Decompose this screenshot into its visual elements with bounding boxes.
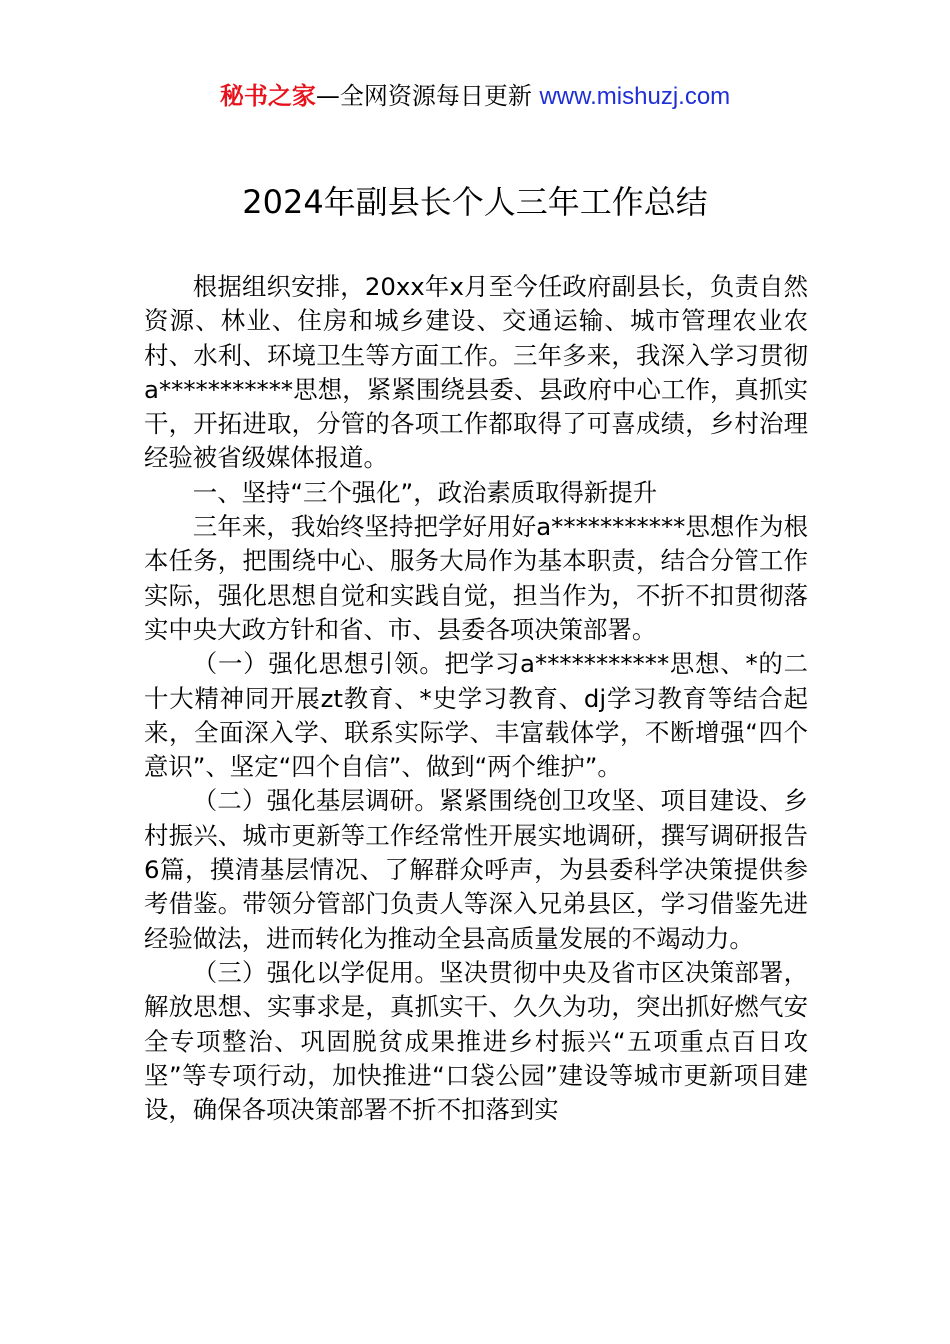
site-url[interactable]: www.mishuzj.com bbox=[539, 83, 731, 110]
document-title: 2024年副县长个人三年工作总结 bbox=[242, 183, 708, 221]
site-header bbox=[0, 80, 950, 113]
subsection-paragraph: （一）强化思想引领。把学习a***********思想、*的二十大精神同开展zt教育、*史学习教育、dj学习教育等结合起来，全面深入学、联系实际学、丰富载体学，不断增强“四个意识”、坚定“四个自信”、做到“两个维护”。 bbox=[144, 649, 808, 782]
section-paragraph: 三年来，我始终坚持把学好用好a***********思想作为根本任务，把围绕中心、服务大局作为基本职责，结合分管工作实际，强化思想自觉和实践自觉，担当作为，不折不扣贯彻落实中央大政方针和省、市、县委各项决策部署。 bbox=[144, 512, 808, 644]
subsection-paragraph: （三）强化以学促用。坚决贯彻中央及省市区决策部署，解放思想、实事求是，真抓实干、久久为功，突出抓好燃气安全专项整治、巩固脱贫成果推进乡村振兴“五项重点百日攻坚”等专项行动，加快推进“口袋公园”建设等城市更新项目建设，确保各项决策部署不折不扣落到实 bbox=[144, 957, 808, 1125]
site-brand: 秘书之家 bbox=[219, 82, 316, 110]
document-body bbox=[144, 270, 808, 1127]
section-heading: 一、坚持“三个强化”，政治素质取得新提升 bbox=[192, 477, 658, 507]
intro-paragraph: 根据组织安排，20xx年x月至今任政府副县长，负责自然资源、林业、住房和城乡建设、交通运输、城市管理农业农村、水利、环境卫生等方面工作。三年多来，我深入学习贯彻a***********思想，紧紧围绕县委、县政府中心工作，真抓实干，开拓进取，分管的各项工作都取得了可喜成绩，乡村治理经验被省级媒体报道。 bbox=[144, 272, 808, 473]
site-tagline: —全网资源每日更新 bbox=[315, 82, 540, 110]
subsection-paragraph: （二）强化基层调研。紧紧围绕创卫攻坚、项目建设、乡村振兴、城市更新等工作经常性开展实地调研，撰写调研报告6篇，摸清基层情况、了解群众呼声，为县委科学决策提供参考借鉴。带领分管部门负责人等深入兄弟县区，学习借鉴先进经验做法，进而转化为推动全县高质量发展的不竭动力。 bbox=[144, 786, 808, 953]
